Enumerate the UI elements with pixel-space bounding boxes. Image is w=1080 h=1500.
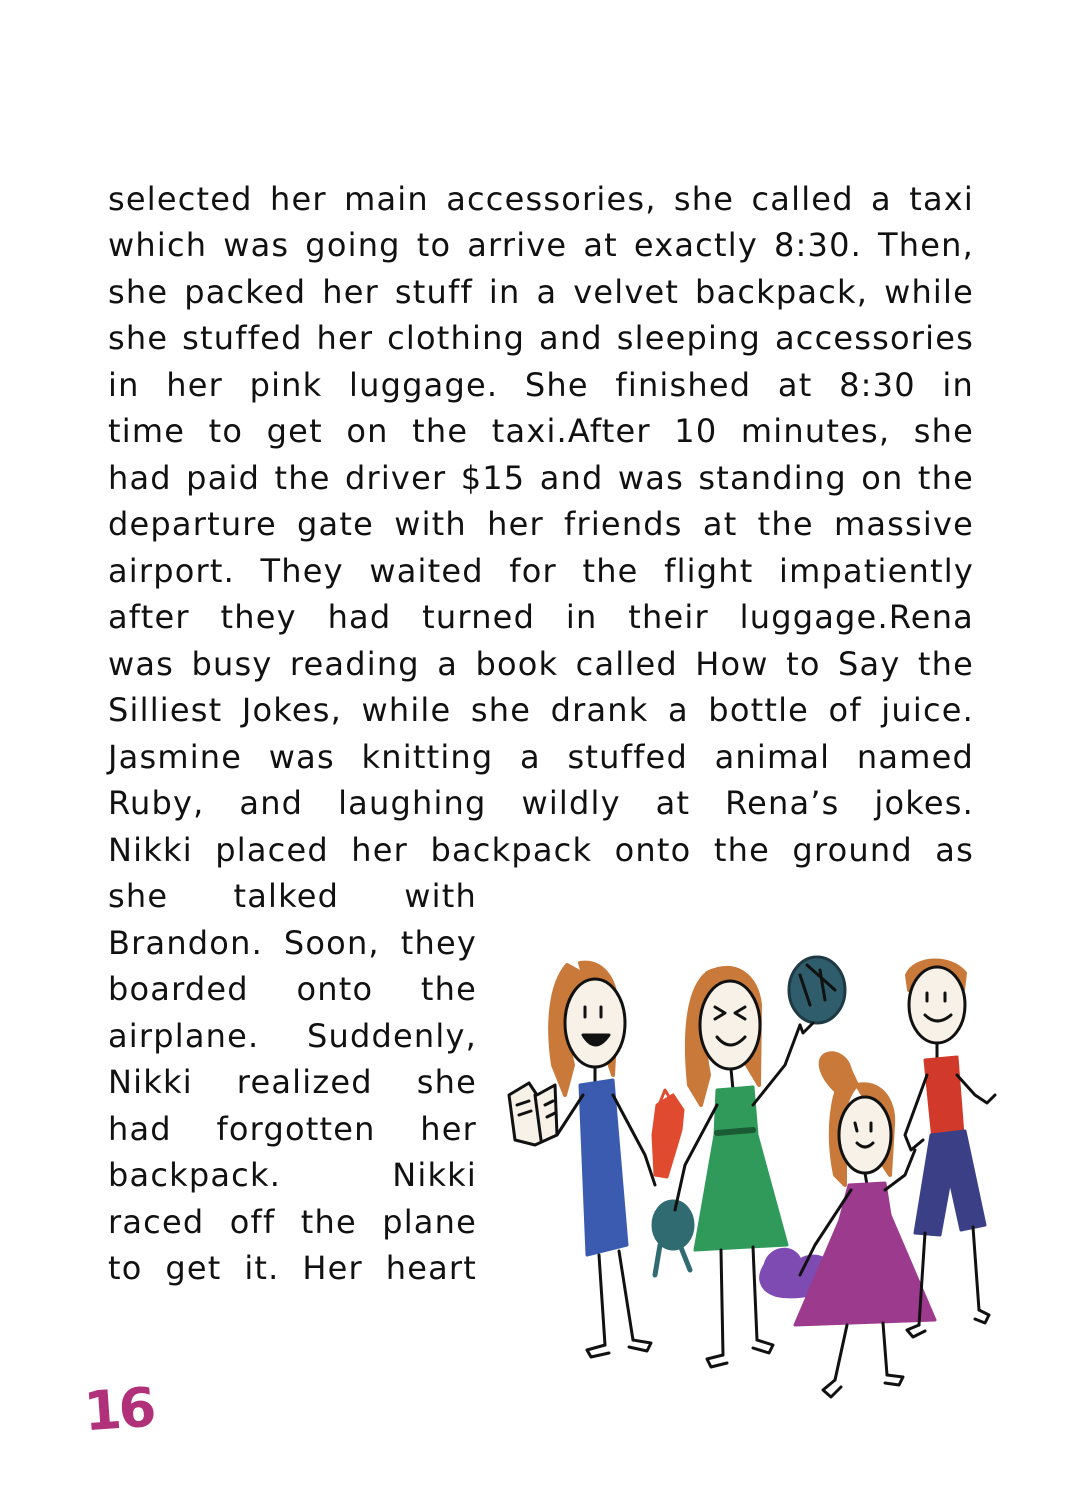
- text-line: Silliest Jokes, while she drank a bottle of juice.: [108, 691, 974, 729]
- text-line: she stuffed her clothing and sleeping accessories: [108, 319, 974, 357]
- text-line: departure gate with her friends at the massive: [108, 505, 974, 543]
- red-bag-icon: [653, 1095, 683, 1177]
- text-line: Jasmine was knitting a stuffed animal named: [108, 738, 974, 776]
- text-line: airplane. Suddenly,: [108, 1017, 477, 1055]
- text-line: was busy reading a book called How to Say the: [108, 645, 974, 683]
- text-line: time to get on the taxi.After 10 minutes, she: [108, 412, 974, 450]
- text-line: she packed her stuff in a velvet backpack, while: [108, 273, 974, 311]
- balloon-icon: [789, 957, 845, 1033]
- text-line: had paid the driver $15 and was standing on the: [108, 459, 974, 497]
- page-number: 16: [81, 1375, 156, 1444]
- girl-with-book: [509, 963, 655, 1357]
- text-line: Ruby, and laughing wildly at Rena’s jokes.: [108, 784, 974, 822]
- girl-purple-dress: [795, 1053, 935, 1397]
- text-line: Nikki placed her backpack onto the ground as: [108, 831, 974, 869]
- text-line: raced off the plane: [108, 1203, 477, 1241]
- text-line: she talked with: [108, 877, 477, 915]
- text-line: which was going to arrive at exactly 8:30. Then,: [108, 226, 974, 264]
- girl-with-balloon: [675, 968, 800, 1367]
- text-line: to get it. Her heart: [108, 1249, 477, 1287]
- text-line: had forgotten her: [108, 1110, 477, 1148]
- text-line: in her pink luggage. She finished at 8:30 in: [108, 366, 974, 404]
- text-line: after they had turned in their luggage.Rena: [108, 598, 974, 636]
- text-line: airport. They waited for the flight impatiently: [108, 552, 974, 590]
- friends-illustration: [495, 945, 1055, 1420]
- text-line: Brandon. Soon, they: [108, 924, 477, 962]
- text-line: Nikki realized she: [108, 1063, 477, 1101]
- text-line: boarded onto the: [108, 970, 477, 1008]
- text-line: selected her main accessories, she called a taxi: [108, 180, 974, 218]
- text-line: backpack. Nikki: [108, 1156, 477, 1194]
- teal-ball-icon: [653, 1201, 693, 1275]
